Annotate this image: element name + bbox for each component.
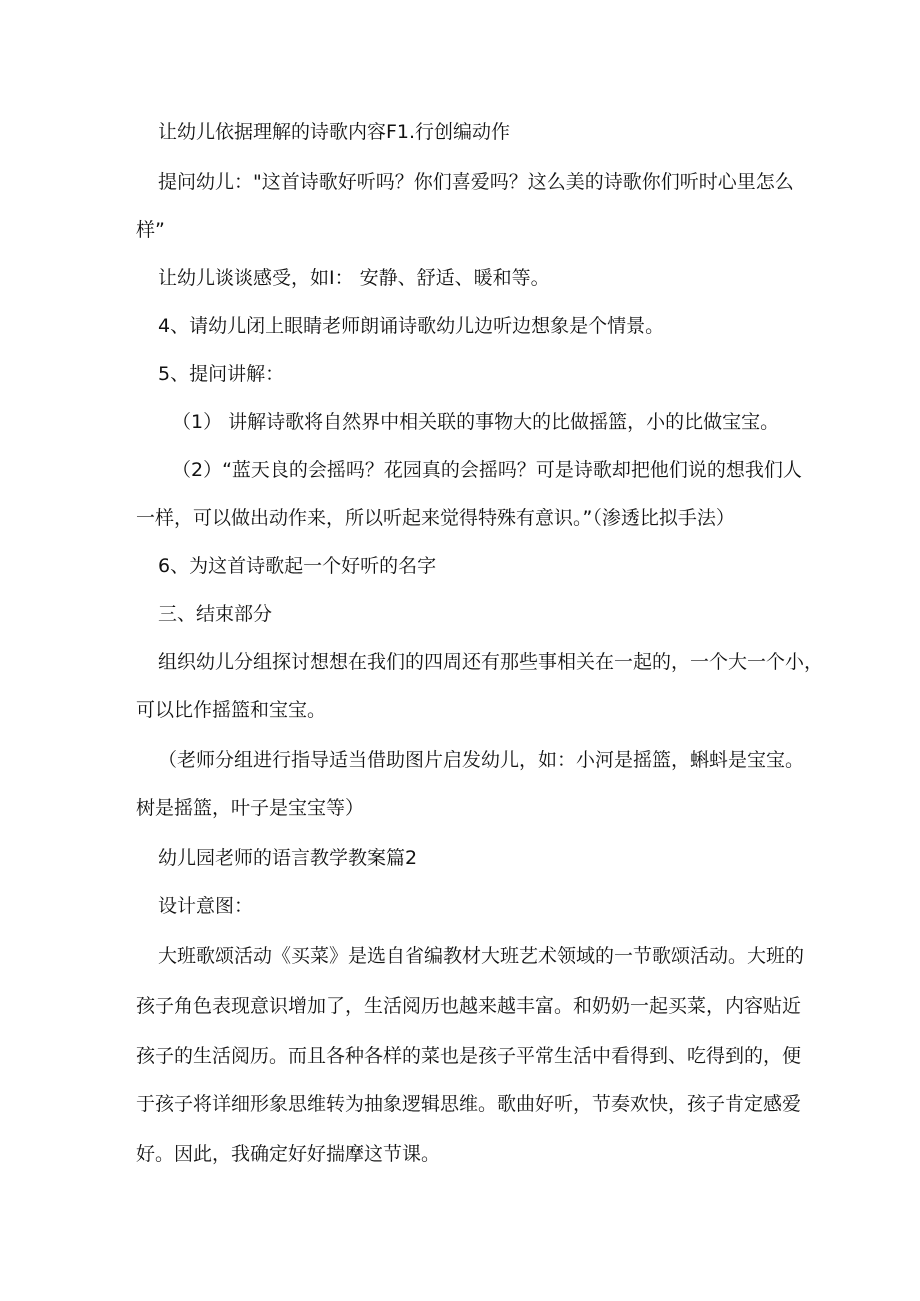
paragraph-11-cont-1: 孩子角色表现意识增加了，生活阅历也越来越丰富。和奶奶一起买菜，内容贴近 [136,995,802,1017]
paragraph-11: 大班歌颂活动《买菜》是选自省编教材大班艺术领域的一节歌颂活动。大班的 [158,945,805,967]
lesson-title: 幼儿园老师的语言教学教案篇2 [158,847,418,869]
paragraph-7-cont: 一样，可以做出动作来，所以听起来觉得特殊有意识。”（渗透比拟手法） [136,507,735,529]
section-heading-end: 三、结束部分 [158,603,273,625]
paragraph-7: （2）“蓝天良的会摇吗？花园真的会摇吗？可是诗歌却把他们说的想我们人 [172,459,802,481]
paragraph-5: 5、提问讲解： [158,363,285,385]
paragraph-2: 提问幼儿："这首诗歌好听吗？你们喜爱吗？这么美的诗歌你们听时心里怎么 [158,171,794,193]
paragraph-11-cont-3: 于孩子将详细形象思维转为抽象逻辑思维。歌曲好听，节奏欢快，孩子肯定感爱 [136,1093,802,1115]
paragraph-3: 让幼儿谈谈感受，如I： 安静、舒适、暖和等。 [158,267,550,289]
paragraph-10: （老师分组进行指导适当借助图片启发幼儿，如：小河是摇篮，蝌蚪是宝宝。 [158,749,805,771]
paragraph-9: 组织幼儿分组探讨想想在我们的四周还有那些事相关在一起的，一个大一个小， [158,651,824,673]
paragraph-9-cont: 可以比作摇篮和宝宝。 [136,699,327,721]
paragraph-1: 让幼儿依据理解的诗歌内容F1.行创编动作 [158,121,511,143]
paragraph-8: 6、为这首诗歌起一个好听的名字 [158,555,437,577]
paragraph-2-cont: 样” [136,219,165,241]
paragraph-11-cont-4: 好。因此，我确定好好揣摩这节课。 [136,1143,441,1165]
paragraph-11-cont-2: 孩子的生活阅历。而且各种各样的菜也是孩子平常生活中看得到、吃得到的，便 [136,1045,802,1067]
design-intent-heading: 设计意图： [158,895,254,917]
paragraph-6: （1） 讲解诗歌将自然界中相关联的事物大的比做摇篮，小的比做宝宝。 [172,411,780,433]
paragraph-4: 4、请幼儿闭上眼睛老师朗诵诗歌幼儿边听边想象是个情景。 [158,315,665,337]
paragraph-10-cont: 树是摇篮，叶子是宝宝等） [136,797,365,819]
